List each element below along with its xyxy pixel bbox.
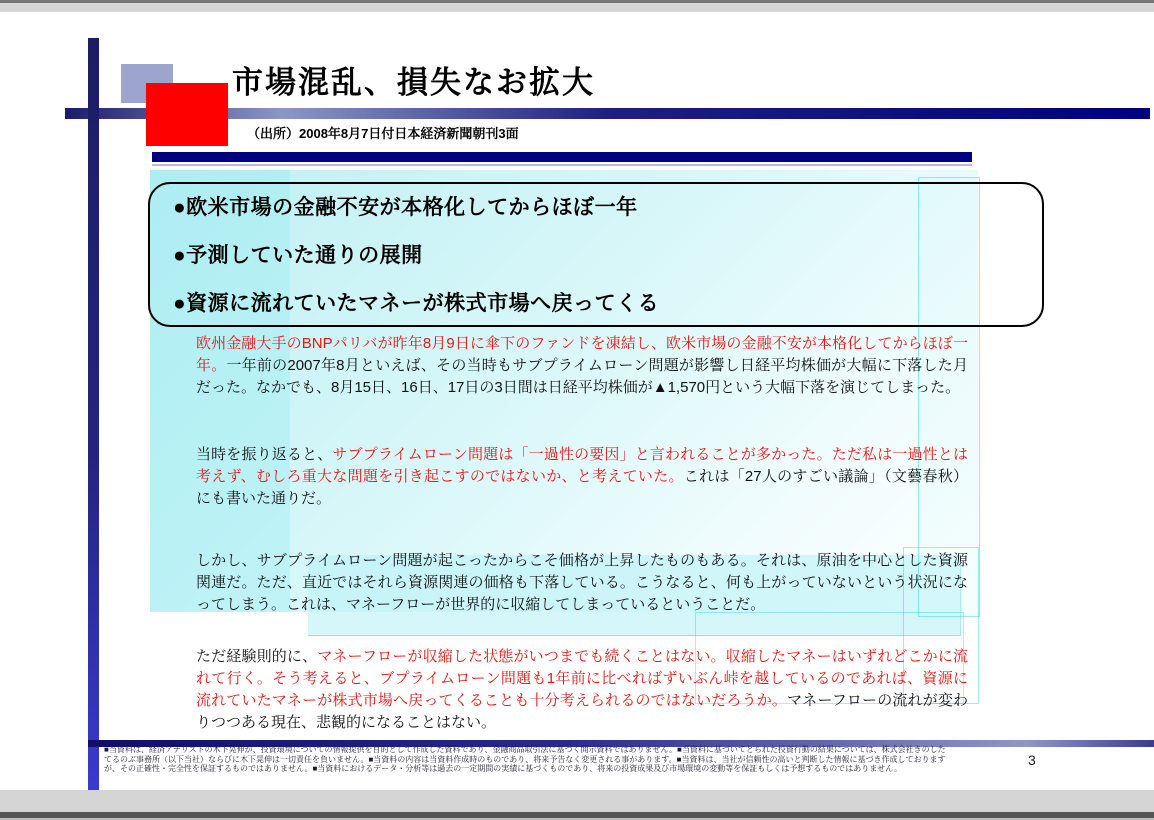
paragraph-segment: サブプライムローン問題は「一過性の要因」と言われることが多かった。ただ私は一過性とは考えず、むしろ重大な問題を引き起こすのではないか、と考えていた。 <box>196 446 968 485</box>
body-paragraph <box>196 444 968 510</box>
left-vertical-bar <box>88 38 99 790</box>
window-top-margin <box>0 3 1154 12</box>
body-paragraph <box>196 550 968 616</box>
paragraph-segment: これは「27人のすごい議論」（文藝春秋）にも書いた通りだ。 <box>196 468 968 507</box>
window-bottom-margin <box>0 790 1154 812</box>
paragraph-segment: 欧州金融大手のBNPパリバが昨年8月9日に傘下のファンドを凍結し、欧米市場の金融不安が本格化してからほぼ一年。 <box>196 335 968 374</box>
paragraph-segment: 当時を振り返ると、 <box>196 446 333 463</box>
source-underline-thin-line <box>152 164 972 166</box>
red-accent-square <box>146 83 228 146</box>
body-paragraph <box>196 646 968 734</box>
source-underline-bar <box>152 152 972 162</box>
page-number: 3 <box>1028 752 1036 768</box>
highlight-item: ●予測していた通りの展開 <box>173 244 423 267</box>
footer-disclaimer <box>104 745 1004 774</box>
highlight-item: ●欧米市場の金融不安が本格化してからほぼ一年 <box>173 196 638 219</box>
paragraph-segment: マネーフローが収縮した状態がいつまでも続くことはない。収縮したマネーはいずれどこかに流れて行く。そう考えると、ブプライムローン問題も1年前に比べればずいぶん峠を越しているのであれば、資源に流れていたマネーが株式市場へ戻ってくることも十分考えられるのではないだろうか。 <box>196 648 968 709</box>
paragraph-segment: しかし、サブプライムローン問題が起こったからこそ価格が上昇したものもある。それは、原油を中心とした資源関連だ。ただ、直近ではそれら資源関連の価格も下落している。こうなると、何も上がっていないという状況になってしまう。これは、マネーフローが世界的に収縮してしまっているということだ。 <box>196 552 968 613</box>
footer-disclaimer-line: ■当資料は、経済アナリストの木下晃伸が、投資環境についての情報提供を目的として作成した資料であり、金融商品取引法に基づく開示資料ではありません。■当資料に基づいてとられた投資行動の結果については、株式会社きのした <box>104 745 946 754</box>
body-paragraph <box>196 333 968 399</box>
footer-disclaimer-line: てるのぶ事務所（以下当社）ならびに木下晃伸は一切責任を負いません。■当資料の内容は当資料作成時のものであり、将来予告なく変更される事があります。■当資料は、当社が信頼性の高いと判断した情報に基づき作成しております <box>104 754 946 764</box>
paragraph-segment: マネーフローの流れが変わりつつある現在、悲観的になることはない。 <box>196 692 968 731</box>
source-caption: （出所）2008年8月7日付日本経済新聞朝刊3面 <box>247 126 519 141</box>
paragraph-segment: ただ経験則的に、 <box>196 648 318 665</box>
highlight-item: ●資源に流れていたマネーが株式市場へ戻ってくる <box>173 292 660 315</box>
page-title: 市場混乱、損失なお拡大 <box>232 65 595 100</box>
footer-disclaimer-line: が、その正確性・完全性を保証するものではありません。■当資料におけるデータ・分析等は過去の一定期間の実績に基づくものであり、将来の投資成果及び市場環境の変動等を保証もしくは予想するものではありません。 <box>104 764 902 773</box>
paragraph-segment: 一年前の2007年8月といえば、その当時もサブプライムローン問題が影響し日経平均株価が大幅に下落した月だった。なかでも、8月15日、16日、17日の3日間は日経平均株価が▲1,570円という大幅下落を演じてしまった。 <box>196 357 968 396</box>
